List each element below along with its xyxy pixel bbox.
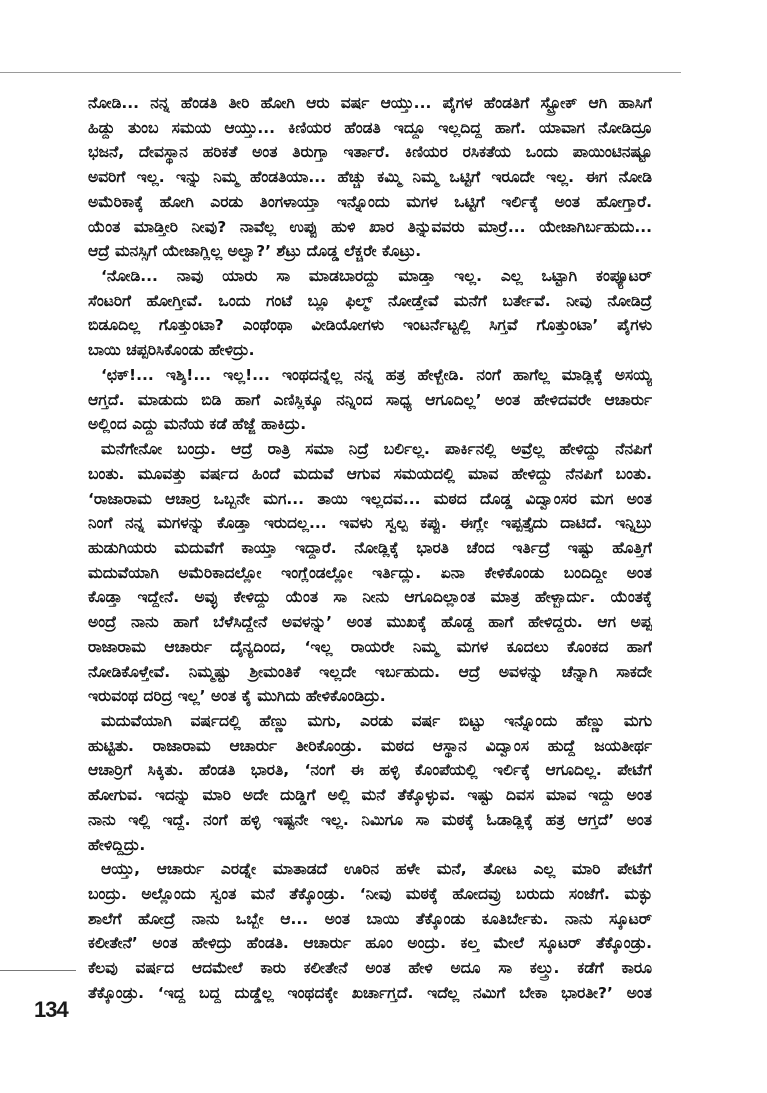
text-line: ‘ರಾಜಾರಾಮ ಆಚಾರ್ರ ಒಬ್ಬನೇ ಮಗ... ತಾಯಿ ಇಲ್ಲದವ... ಮಠದ ದೊಡ್ಡ ವಿದ್ವಾಂಸರ ಮಗ ಅಂತ [88,489,652,508]
text-line: ಕೆಲವು ವರ್ಷದ ಆದಮೇಲೆ ಕಾರು ಕಲೀತೇನೆ ಅಂತ ಹೇಳಿ ಅದೂ ಸಾ ಕಲ್ತ್ರು. ಕಡೆಗೆ ಕಾರೂ [88,959,652,978]
text-line: ಯೆಂತ ಮಾಡ್ತೀರಿ ನೀವು? ನಾವೆಲ್ಲ ಉಪ್ಪು ಹುಳಿ ಖಾರ ತಿನ್ನುವವರು ಮಾರ್ರೆ... ಯೇಜಾಗಿರ್ಬಹುದು... [88,217,652,236]
text-line: ಅವರಿಗೆ ಇಲ್ಲ. ಇನ್ನು ನಿಮ್ಮ ಹೆಂಡತಿಯಾ... ಹೆಚ್ಚು ಕಮ್ಮಿ ನಿಮ್ಮ ಒಟ್ಟಿಗೆ ಇರೂದೇ ಇಲ್ಲ. ಈಗ ನೋಡಿ [88,168,652,187]
paragraph [88,264,652,363]
text-line: ಬಿಡೂದಿಲ್ಲ ಗೊತ್ತುಂಟಾ? ಎಂಥೆಂಥಾ ವೀಡಿಯೋಗಳು ಇಂಟರ್ನೆಟ್ಟಲ್ಲಿ ಸಿಗ್ತವೆ ಗೊತ್ತುಂಟಾ’ ಪೈಗಳು [88,316,652,335]
text-line: ಹುಡುಗಿಯರು ಮದುವೆಗೆ ಕಾಯ್ತಾ ಇದ್ದಾರೆ. ನೋಡ್ಲಿಕ್ಕೆ ಭಾರತಿ ಚೆಂದ ಇರ್ತಿದ್ರೆ ಇಷ್ಟು ಹೊತ್ತಿಗೆ [88,538,652,557]
page-number-rule [0,970,76,971]
text-line: ಕಲೀತೇನೆ’ ಅಂತ ಹೇಳಿದ್ರು ಹೆಂಡತಿ. ಆಚಾರ್ರು ಹೂಂ ಅಂದ್ರು. ಕಲ್ತ ಮೇಲೆ ಸ್ಕೂಟರ್ ತೆಕ್ಕೊಂಡ್ರು. [88,934,652,953]
text-line: ಹೋಗುವ. ಇದನ್ನು ಮಾರಿ ಅದೇ ದುಡ್ಡಿಗೆ ಅಲ್ಲಿ ಮನೆ ತೆಕ್ಕೊಳ್ಳುವ. ಇಷ್ಟು ದಿವಸ ಮಾವ ಇದ್ದು ಅಂತ [88,786,652,805]
text-line: ‘ನೋಡಿ... ನಾವು ಯಾರು ಸಾ ಮಾಡಬಾರದ್ದು ಮಾಡ್ತಾ ಇಲ್ಲ. ಎಲ್ಲ ಒಟ್ಟಾಗಿ ಕಂಪ್ಯೂಟರ್ [101,267,652,286]
text-line: ಅಮೆರಿಕಾಕ್ಕೆ ಹೋಗಿ ಎರಡು ತಿಂಗಳಾಯ್ತಾ ಇನ್ನೊಂದು ಮಗಳ ಒಟ್ಟಿಗೆ ಇರ್ಲಿಕ್ಕೆ ಅಂತ ಹೋಗ್ತಾರೆ. [88,192,652,211]
text-line: ನೋಡಿ... ನನ್ನ ಹೆಂಡತಿ ತೀರಿ ಹೋಗಿ ಆರು ವರ್ಷ ಆಯ್ತು... ಪೈಗಳ ಹೆಂಡತಿಗೆ ಸ್ಟ್ರೋಕ್ ಆಗಿ ಹಾಸಿಗೆ [88,94,652,112]
text-line: ಆಗ್ತದೆ. ಮಾಡುದು ಬಿಡಿ ಹಾಗೆ ಎಣಿಸ್ಲಿಕ್ಕೂ ನನ್ನಿಂದ ಸಾಧ್ಯ ಆಗೂದಿಲ್ಲ’ ಅಂತ ಹೇಳಿದವರೇ ಆಚಾರ್ರು [88,390,652,409]
paragraph [88,709,652,857]
text-line: ‘ಛಕ್!... ಇಶ್ಶಿ!... ಇಲ್ಲ!... ಇಂಥದನ್ನೆಲ್ಲ ನನ್ನ ಹತ್ರ ಹೇಳ್ಬೇಡಿ. ನಂಗೆ ಹಾಗೆಲ್ಲ ಮಾಡ್ಲಿಕ್ಕೆ ಅಸಯ್ಯ [101,365,652,384]
text-line: ಮದುವೆಯಾಗಿ ಅಮೆರಿಕಾದಲ್ಲೋ ಇಂಗ್ಲೆಂಡಲ್ಲೋ ಇರ್ತಿದ್ಲು. ಏನಾ ಕೇಳಿಕೊಂಡು ಬಂದಿದ್ದೀ ಅಂತ [88,563,652,582]
header-rule [0,72,681,73]
body-text [88,91,652,1006]
text-line: ಕೊಡ್ತಾ ಇದ್ದೇನೆ. ಅವ್ಳು ಕೇಳಿದ್ದು ಯೆಂತ ಸಾ ನೀನು ಆಗೂದಿಲ್ಲಾಂತ ಮಾತ್ರ ಹೇಳ್ಬಾರ್ದು. ಯೆಂತಕ್ಕೆ [88,588,652,607]
text-line: ಹಿಡ್ದು ತುಂಬ ಸಮಯ ಆಯ್ತು... ಕಿಣಿಯರ ಹೆಂಡತಿ ಇದ್ದೂ ಇಲ್ಲದಿದ್ದ ಹಾಗೆ. ಯಾವಾಗ ನೋಡಿದ್ರೂ [88,118,652,137]
page-number: 134 [34,997,68,1022]
text-line: ತೆಕ್ಕೊಂಡ್ರು. ‘ಇದ್ದ ಬದ್ದ ದುಡ್ಡೆಲ್ಲ ಇಂಥದಕ್ಕೇ ಖರ್ಚಾಗ್ತದೆ. ಇದೆಲ್ಲ ನಮಿಗೆ ಬೇಕಾ ಭಾರತೀ?’ ಅಂತ [88,983,652,1002]
text-line: ಆಚಾರ್ರಿಗೆ ಸಿಕ್ಕಿತು. ಹೆಂಡತಿ ಭಾರತಿ, ‘ನಂಗೆ ಈ ಹಳ್ಳಿ ಕೊಂಪೆಯಲ್ಲಿ ಇರ್ಲಿಕ್ಕೆ ಆಗೂದಿಲ್ಲ. ಪೇಟೆಗೆ [88,761,652,780]
text-line: ಅಂದ್ರೆ ನಾನು ಹಾಗೆ ಬೆಳೆಸಿದ್ದೇನೆ ಅವಳನ್ನು’ ಅಂತ ಮುಖಕ್ಕೆ ಹೊಡ್ದ ಹಾಗೆ ಹೇಳಿದ್ದರು. ಆಗ ಅಪ್ಪ [88,613,652,632]
text-line: ಇರುವಂಥ ದರಿದ್ರ ಇಲ್ಲ’ ಅಂತ ಕೈ ಮುಗಿದು ಹೇಳಿಕೊಂಡಿದ್ರು. [88,687,386,706]
text-line: ಭಜನೆ, ದೇವಸ್ಥಾನ ಹರಿಕತೆ ಅಂತ ತಿರುಗ್ತಾ ಇರ್ತಾರೆ. ಕಿಣಿಯರ ರಸಿಕತೆಯ ಒಂದು ಪಾಯಿಂಟಿನಷ್ಟೂ [88,143,652,162]
paragraph [88,437,652,709]
text-line: ಆಯ್ತು, ಆಚಾರ್ರು ಎರಡ್ನೇ ಮಾತಾಡದೆ ಊರಿನ ಹಳೇ ಮನೆ, ತೋಟ ಎಲ್ಲ ಮಾರಿ ಪೇಟೆಗೆ [101,860,652,879]
text-line: ಹೇಳಿದ್ದಿದ್ರು. [88,835,146,854]
text-line: ಶಾಲೆಗೆ ಹೋದ್ರೆ ನಾನು ಒಬ್ಬೇ ಆ... ಅಂತ ಬಾಯಿ ತೆಕ್ಕೊಂಡು ಕೂತಿರ್ಬೇಕು. ನಾನು ಸ್ಕೂಟರ್ [88,909,652,928]
text-line: ನೋಡಿಕೊಳ್ತೇವೆ. ನಿಮ್ಮಷ್ಟು ಶ್ರೀಮಂತಿಕೆ ಇಲ್ಲದೇ ಇರ್ಬಹುದು. ಆದ್ರೆ ಅವಳನ್ನು ಚೆನ್ನಾಗಿ ಸಾಕದೇ [88,662,652,681]
text-line: ನಿಂಗೆ ನನ್ನ ಮಗಳನ್ನು ಕೊಡ್ತಾ ಇರುದಲ್ಲ... ಇವಳು ಸ್ವಲ್ಪ ಕಪ್ಪು. ಈಗ್ಲೇ ಇಪ್ಪತ್ತೈದು ದಾಟಿದೆ. ಇನ್ನಿಬ್ರು [88,514,652,533]
text-line: ಬಂತು. ಮೂವತ್ತು ವರ್ಷದ ಹಿಂದೆ ಮದುವೆ ಆಗುವ ಸಮಯದಲ್ಲಿ ಮಾವ ಹೇಳಿದ್ದು ನೆನಪಿಗೆ ಬಂತು. [88,464,652,483]
text-line: ಮದುವೆಯಾಗಿ ವರ್ಷದಲ್ಲಿ ಹೆಣ್ಣು ಮಗು, ಎರಡು ವರ್ಷ ಬಿಟ್ಟು ಇನ್ನೊಂದು ಹೆಣ್ಣು ಮಗು [101,711,652,730]
text-line: ಹುಟ್ಟಿತು. ರಾಜಾರಾಮ ಆಚಾರ್ರು ತೀರಿಕೊಂಡ್ರು. ಮಠದ ಆಸ್ಥಾನ ವಿದ್ವಾಂಸ ಹುದ್ದೆ ಜಯತೀರ್ಥ [88,736,652,755]
paragraph [88,363,652,437]
text-line: ಬಾಯಿ ಚಪ್ಪರಿಸಿಕೊಂಡು ಹೇಳಿದ್ರು. [88,341,255,360]
text-line: ಅಲ್ಲಿಂದ ಎದ್ದು ಮನೆಯ ಕಡೆ ಹೆಜ್ಜೆ ಹಾಕಿದ್ರು. [88,415,307,434]
text-line: ನಾನು ಇಲ್ಲಿ ಇದ್ದೆ. ನಂಗೆ ಹಳ್ಳಿ ಇಷ್ಟನೇ ಇಲ್ಲ. ನಿಮಿಗೂ ಸಾ ಮಠಕ್ಕೆ ಓಡಾಡ್ಲಿಕ್ಕೆ ಹತ್ರ ಆಗ್ತದೆ’ ಅಂತ [88,810,652,829]
text-line: ಮನೆಗೇನೋ ಬಂದ್ರು. ಆದ್ರೆ ರಾತ್ರಿ ಸಮಾ ನಿದ್ರೆ ಬರ್ಲಿಲ್ಲ. ಪಾರ್ಕಿನಲ್ಲಿ ಅವ್ರೆಲ್ಲ ಹೇಳಿದ್ದು ನೆನಪಿಗೆ [101,440,652,459]
text-line: ಬಂದ್ರು. ಅಲ್ಲೊಂದು ಸ್ವಂತ ಮನೆ ತೆಕ್ಕೊಂಡ್ರು. ‘ನೀವು ಮಠಕ್ಕೆ ಹೋದವ್ರು ಬರುದು ಸಂಜೆಗೆ. ಮಕ್ಳು [88,885,652,903]
paragraph [88,91,652,264]
text-line: ಸೆಂಟರಿಗೆ ಹೋಗ್ತೀವೆ. ಒಂದು ಗಂಟೆ ಬ್ಲೂ ಫಿಲ್ಮ್ ನೋಡ್ತೇವೆ ಮನೆಗೆ ಬರ್ತೇವೆ. ನೀವು ನೋಡಿದ್ರೆ [88,291,652,310]
text-line: ಆದ್ರೆ ಮನಸ್ಸಿಗೆ ಯೇಜಾಗ್ಲಿಲ್ಲ ಅಲ್ವಾ?’ ಶೆಟ್ರು ದೊಡ್ಡ ಲೆಕ್ಚರೇ ಕೊಟ್ರು. [88,242,422,261]
text-line: ರಾಜಾರಾಮ ಆಚಾರ್ರು ದೈನ್ಯದಿಂದ, ‘ಇಲ್ಲ ರಾಯರೇ ನಿಮ್ಮ ಮಗಳ ಕೂದಲು ಕೊಂಕದ ಹಾಗೆ [88,637,652,656]
paragraph [88,857,652,1005]
